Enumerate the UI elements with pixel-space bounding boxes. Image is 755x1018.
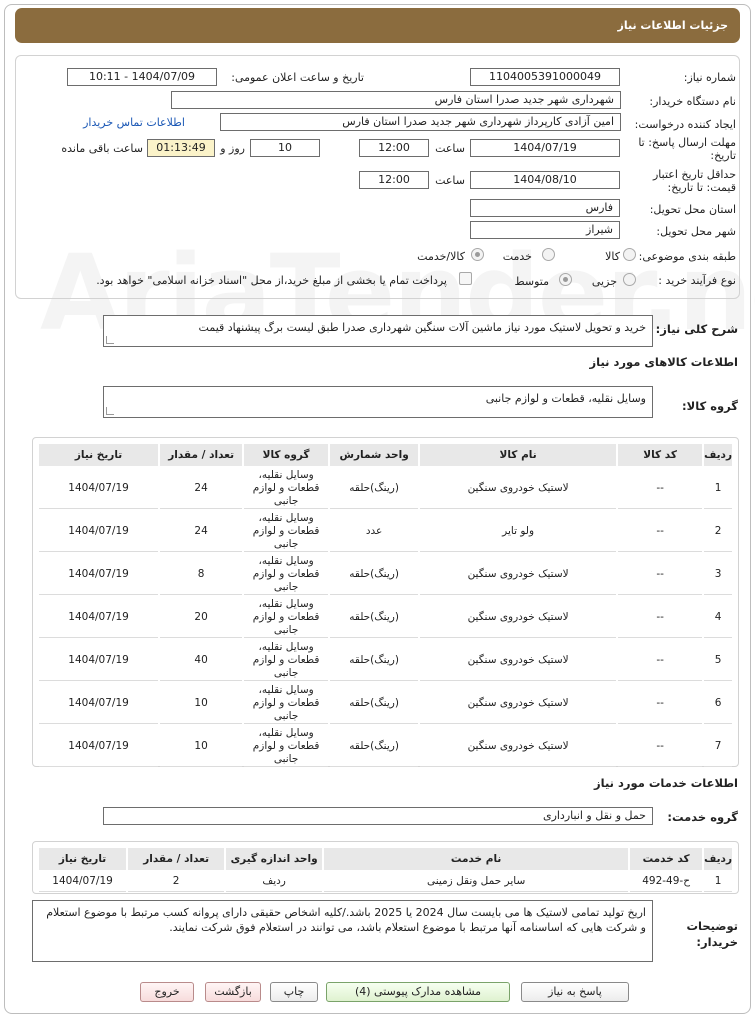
goods-cell-qty: 24 (160, 468, 242, 509)
services-table-body (39, 872, 732, 892)
resize-grip-icon[interactable] (106, 336, 114, 344)
validity-time-label: ساعت (435, 174, 465, 187)
goods-cell-date: 1404/07/19 (39, 597, 158, 638)
goods-col-unit: واحد شمارش (330, 444, 418, 466)
services-col-index: ردیف (704, 848, 732, 870)
goods-cell-qty: 10 (160, 726, 242, 767)
goods-cell-unit: (رینگ)حلقه (330, 597, 418, 638)
process-radio-minor[interactable] (623, 273, 636, 286)
days-label: روز و (220, 142, 245, 155)
need-number-label: شماره نیاز: (683, 71, 736, 84)
services-col-code: کد خدمت (630, 848, 702, 870)
goods-cell-name: لاستیک خودروی سنگین (420, 597, 616, 638)
treasury-checkbox[interactable] (459, 272, 472, 285)
services-section-title: اطلاعات خدمات مورد نیاز (594, 776, 738, 790)
buyer-org-field: شهرداری شهر جدید صدرا استان فارس (171, 91, 621, 109)
process-option-medium: متوسط (514, 275, 549, 288)
goods-cell-date: 1404/07/19 (39, 726, 158, 767)
goods-cell-group: وسایل نقلیه، قطعات و لوازم جانبی (244, 726, 328, 767)
buyer-contact-link[interactable]: اطلاعات تماس خریدار (83, 116, 185, 129)
services-cell-unit: ردیف (226, 872, 322, 892)
services-group-label: گروه خدمت: (667, 810, 738, 824)
process-label: نوع فرآیند خرید : (658, 274, 736, 287)
goods-col-code: کد کالا (618, 444, 702, 466)
goods-cell-idx: 6 (704, 683, 732, 724)
goods-cell-code: -- (618, 511, 702, 552)
buyer-org-label: نام دستگاه خریدار: (649, 95, 736, 108)
table-row (39, 597, 732, 638)
validity-label: حداقل تاریخ اعتبار قیمت: تا تاریخ: (652, 168, 736, 194)
announce-label: تاریخ و ساعت اعلان عمومی: (231, 71, 364, 84)
goods-cell-group: وسایل نقلیه، قطعات و لوازم جانبی (244, 511, 328, 552)
validity-time-field: 12:00 (359, 171, 429, 189)
goods-cell-idx: 5 (704, 640, 732, 681)
goods-col-qty: تعداد / مقدار (160, 444, 242, 466)
goods-cell-group: وسایل نقلیه، قطعات و لوازم جانبی (244, 597, 328, 638)
goods-group-textarea[interactable] (103, 386, 653, 418)
deadline-time-label: ساعت (435, 142, 465, 155)
table-row (39, 511, 732, 552)
goods-cell-idx: 1 (704, 468, 732, 509)
goods-group-value: وسایل نقلیه، قطعات و لوازم جانبی (485, 392, 646, 405)
goods-cell-idx: 7 (704, 726, 732, 767)
goods-cell-idx: 3 (704, 554, 732, 595)
goods-cell-group: وسایل نقلیه، قطعات و لوازم جانبی (244, 468, 328, 509)
deadline-time-field: 12:00 (359, 139, 429, 157)
category-radio-goods[interactable] (623, 248, 636, 261)
goods-cell-name: لاستیک خودروی سنگین (420, 683, 616, 724)
goods-col-group: گروه کالا (244, 444, 328, 466)
page-title: جزئیات اطلاعات نیاز (15, 8, 740, 43)
exit-button[interactable]: خروج (140, 982, 194, 1002)
goods-cell-unit: (رینگ)حلقه (330, 640, 418, 681)
goods-cell-unit: (رینگ)حلقه (330, 683, 418, 724)
goods-cell-code: -- (618, 468, 702, 509)
validity-date-field: 1404/08/10 (470, 171, 620, 189)
buyer-notes-text: اریخ تولید تمامی لاستیک ها می بایست سال 2024 یا 2025 باشد./کلیه اشخاص حقیقی دارای پروانه کسب مرتبط با موضوع استعلام و شرکت هایی که اساسنامه آنها مرتبط با موضوع استعلام باشد، می توانند در استعلام فوق شرکت نمایند. (46, 906, 646, 934)
remaining-time-field: 01:13:49 (147, 139, 215, 157)
reply-button[interactable]: پاسخ به نیاز (521, 982, 629, 1002)
goods-cell-qty: 10 (160, 683, 242, 724)
city-label: شهر محل تحویل: (656, 225, 736, 238)
table-row (39, 554, 732, 595)
services-cell-code: ح-49-492 (630, 872, 702, 892)
goods-cell-group: وسایل نقلیه، قطعات و لوازم جانبی (244, 683, 328, 724)
table-row (39, 640, 732, 681)
goods-cell-name: لاستیک خودروی سنگین (420, 554, 616, 595)
table-row (39, 683, 732, 724)
goods-col-date: تاریخ نیاز (39, 444, 158, 466)
category-option-service: خدمت (502, 250, 532, 263)
goods-col-index: ردیف (704, 444, 732, 466)
goods-cell-qty: 8 (160, 554, 242, 595)
services-col-qty: تعداد / مقدار (128, 848, 224, 870)
goods-group-label: گروه کالا: (682, 399, 738, 413)
print-button[interactable]: چاپ (270, 982, 318, 1002)
services-cell-qty: 2 (128, 872, 224, 892)
goods-section-title: اطلاعات کالاهای مورد نیاز (589, 355, 738, 369)
goods-cell-date: 1404/07/19 (39, 511, 158, 552)
buyer-notes-label: توضیحات خریدار: (686, 919, 738, 949)
services-col-name: نام خدمت (324, 848, 628, 870)
view-attachments-button[interactable]: مشاهده مدارک پیوستی (4) (326, 982, 510, 1002)
goods-cell-code: -- (618, 726, 702, 767)
goods-cell-code: -- (618, 554, 702, 595)
category-radio-goods-service[interactable] (471, 248, 484, 261)
category-radio-service[interactable] (542, 248, 555, 261)
goods-cell-qty: 24 (160, 511, 242, 552)
description-label: شرح کلی نیاز: (655, 322, 738, 336)
treasury-note: پرداخت تمام یا بخشی از مبلغ خرید،از محل "اسناد خزانه اسلامی" خواهد بود. (96, 274, 447, 287)
back-button[interactable]: بازگشت (205, 982, 261, 1002)
services-cell-idx: 1 (704, 872, 732, 892)
goods-cell-qty: 40 (160, 640, 242, 681)
creator-field: امین آزادی کارپرداز شهرداری شهر جدید صدرا استان فارس (220, 113, 621, 131)
description-textarea[interactable] (103, 315, 653, 347)
goods-cell-idx: 4 (704, 597, 732, 638)
services-cell-name: سایر حمل ونقل زمینی (324, 872, 628, 892)
services-col-date: تاریخ نیاز (39, 848, 126, 870)
goods-cell-date: 1404/07/19 (39, 683, 158, 724)
goods-cell-name: لاستیک خودروی سنگین (420, 640, 616, 681)
goods-cell-date: 1404/07/19 (39, 640, 158, 681)
goods-cell-code: -- (618, 597, 702, 638)
city-field: شیراز (470, 221, 620, 239)
remaining-label: ساعت باقی مانده (61, 142, 143, 155)
goods-table-container (32, 437, 739, 767)
category-label: طبقه بندی موضوعی: (638, 250, 736, 263)
goods-cell-name: لاستیک خودروی سنگین (420, 726, 616, 767)
need-number-field: 1104005391000049 (470, 68, 620, 86)
creator-label: ایجاد کننده درخواست: (634, 118, 736, 131)
process-option-minor: جزیی (591, 275, 617, 288)
goods-cell-code: -- (618, 640, 702, 681)
goods-cell-group: وسایل نقلیه، قطعات و لوازم جانبی (244, 554, 328, 595)
description-text: خرید و تحویل لاستیک مورد نیاز ماشین آلات سنگین شهرداری صدرا طبق لیست برگ پیشنهاد قیمت (198, 321, 646, 334)
days-field: 10 (250, 139, 320, 157)
table-row (39, 726, 732, 767)
province-field: فارس (470, 199, 620, 217)
announce-field: 1404/07/09 - 10:11 (67, 68, 217, 86)
services-cell-date: 1404/07/19 (39, 872, 126, 892)
goods-cell-idx: 2 (704, 511, 732, 552)
goods-cell-date: 1404/07/19 (39, 554, 158, 595)
goods-table-header (39, 444, 732, 466)
goods-cell-name: ولو تایر (420, 511, 616, 552)
goods-cell-qty: 20 (160, 597, 242, 638)
table-row (39, 872, 732, 892)
goods-cell-unit: (رینگ)حلقه (330, 554, 418, 595)
goods-cell-unit: عدد (330, 511, 418, 552)
services-table-container (32, 841, 739, 894)
goods-cell-name: لاستیک خودروی سنگین (420, 468, 616, 509)
goods-table (37, 442, 734, 769)
process-radio-medium[interactable] (559, 273, 572, 286)
services-group-field: حمل و نقل و انبارداری (103, 807, 653, 825)
category-option-goods: کالا (605, 250, 620, 263)
goods-cell-group: وسایل نقلیه، قطعات و لوازم جانبی (244, 640, 328, 681)
goods-cell-date: 1404/07/19 (39, 468, 158, 509)
goods-cell-unit: (رینگ)حلقه (330, 726, 418, 767)
goods-table-body (39, 468, 732, 767)
goods-col-name: نام کالا (420, 444, 616, 466)
goods-cell-unit: (رینگ)حلقه (330, 468, 418, 509)
table-row (39, 468, 732, 509)
category-option-goods-service: کالا/خدمت (417, 250, 465, 263)
goods-cell-code: -- (618, 683, 702, 724)
resize-grip-icon[interactable] (106, 407, 114, 415)
deadline-label: مهلت ارسال پاسخ: تا تاریخ: (638, 136, 736, 162)
buyer-notes-textarea[interactable] (32, 900, 653, 962)
services-table-header (39, 848, 732, 870)
province-label: استان محل تحویل: (649, 203, 736, 216)
deadline-date-field: 1404/07/19 (470, 139, 620, 157)
services-col-unit: واحد اندازه گیری (226, 848, 322, 870)
services-table (37, 846, 734, 894)
